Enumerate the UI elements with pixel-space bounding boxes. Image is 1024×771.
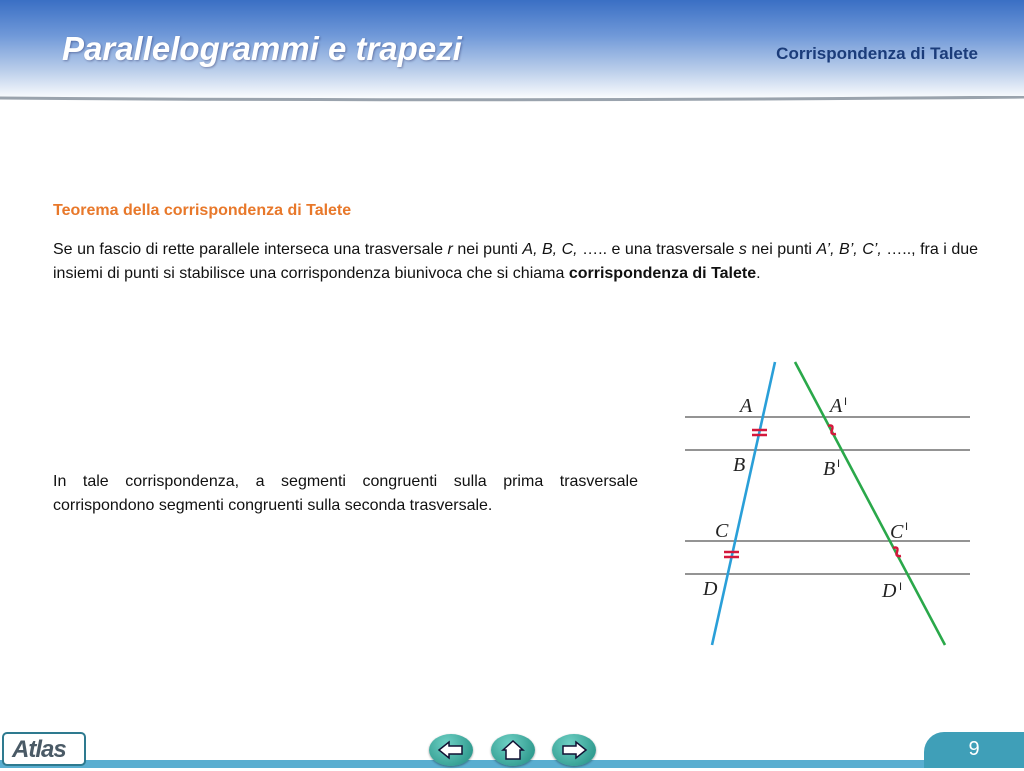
home-button[interactable] — [491, 734, 535, 766]
points-abc-prime: A’, B’, C’, — [816, 241, 882, 258]
var-s: s — [738, 241, 747, 258]
label-a: A — [740, 395, 753, 417]
next-button[interactable] — [552, 734, 596, 766]
points-abc: A, B, C, — [522, 241, 578, 258]
text-part: nei punti — [746, 241, 817, 258]
label-c-prime: C — [890, 521, 904, 543]
label-c: C — [715, 520, 729, 542]
label-d: D — [703, 578, 718, 600]
label-b: B — [733, 454, 746, 476]
text-part: Se un fascio di rette parallele interseca una trasversale — [53, 241, 448, 258]
atlas-logo — [2, 732, 86, 766]
home-icon — [491, 734, 535, 766]
header-divider — [0, 96, 1024, 102]
text-part: ….., fra i due insiemi di punti si stabilisce una corrispondenza biunivoca che si chiama — [53, 241, 979, 282]
label-d-prime: D — [882, 580, 897, 602]
wave-mark-ab — [828, 426, 836, 435]
label-a-prime: A — [830, 395, 843, 417]
prev-button[interactable] — [429, 734, 473, 766]
arrow-right-icon — [552, 734, 596, 766]
label-b-prime: B — [823, 458, 836, 480]
prime-mark-b: I — [837, 458, 841, 470]
congruence-note: In tale corrispondenza, a segmenti congruenti sulla prima trasversale corrispondono segmenti congruenti sulla seconda trasversale. — [53, 473, 638, 514]
page-number-tab — [924, 732, 1024, 768]
term-bold: corrispondenza di Talete — [568, 265, 757, 282]
page-number: 9 — [968, 738, 980, 760]
transversal-s — [795, 362, 945, 645]
arrow-left-icon — [429, 734, 473, 766]
var-r: r — [447, 241, 453, 258]
prime-mark-d: I — [899, 581, 903, 593]
logo-text: Atlas — [12, 736, 66, 763]
thales-diagram — [670, 355, 990, 655]
page-title: Parallelogrammi e trapezi — [62, 30, 462, 67]
theorem-heading: Teorema della corrispondenza di Talete — [53, 202, 352, 219]
section-subtitle: Corrispondenza di Talete — [776, 44, 978, 63]
prime-mark-a: I — [844, 396, 848, 408]
text-part: . — [756, 265, 761, 282]
text-part: ….. e una trasversale — [577, 241, 739, 258]
prime-mark-c: I — [905, 521, 909, 533]
theorem-statement — [53, 238, 978, 286]
text-part: nei punti — [452, 241, 523, 258]
parallel-lines — [685, 417, 970, 574]
